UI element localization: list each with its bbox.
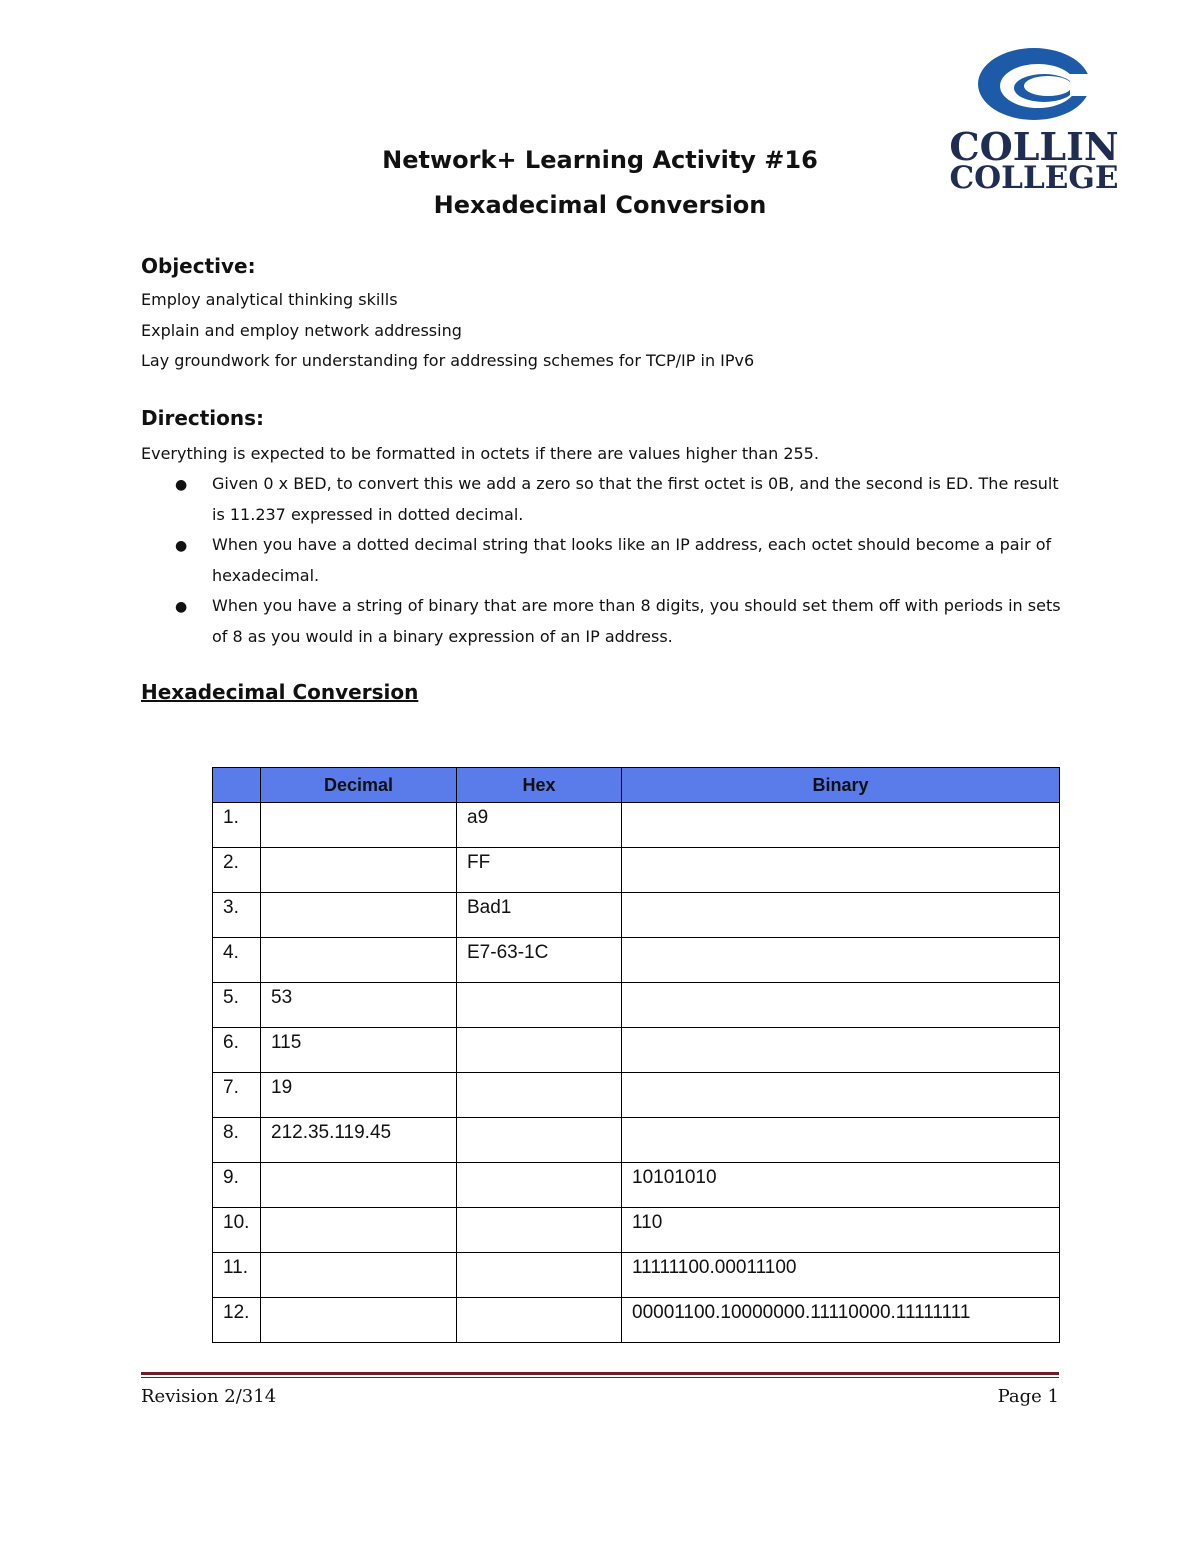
row-number: 7. [213,1073,261,1118]
table-row [213,1028,1060,1073]
hex-cell[interactable]: a9 [457,803,622,848]
hex-cell[interactable] [457,1118,622,1163]
bullet-icon: ● [175,477,188,493]
row-number: 3. [213,893,261,938]
table-row [213,893,1060,938]
decimal-cell[interactable]: 212.35.119.45 [261,1118,457,1163]
binary-cell[interactable] [622,1073,1060,1118]
footer-rule-thin [141,1377,1059,1378]
directions-intro: Everything is expected to be formatted in octets if there are values higher than 255. [141,444,819,463]
decimal-cell[interactable]: 53 [261,983,457,1028]
hex-cell[interactable]: Bad1 [457,893,622,938]
logo-text-college: COLLEGE [949,160,1119,196]
table-row [213,983,1060,1028]
decimal-cell[interactable] [261,1253,457,1298]
conversion-table [212,767,1060,1343]
objective-item: Employ analytical thinking skills [141,290,398,309]
header-number [213,768,261,803]
section-heading: Hexadecimal Conversion [141,680,419,704]
hex-cell[interactable]: FF [457,848,622,893]
logo-text-collin: COLLIN [949,124,1119,169]
decimal-cell[interactable] [261,1208,457,1253]
binary-cell[interactable] [622,1118,1060,1163]
table-row [213,848,1060,893]
binary-cell[interactable] [622,848,1060,893]
footer-rule [141,1372,1059,1375]
row-number: 10. [213,1208,261,1253]
header-decimal: Decimal [261,768,457,803]
directions-bullet: Given 0 x BED, to convert this we add a zero so that the first octet is 0B, and the second is ED. The result is 11.237 expressed in dotted decimal. [212,474,1059,524]
table-row [213,1118,1060,1163]
table-row [213,1253,1060,1298]
row-number: 6. [213,1028,261,1073]
binary-cell[interactable] [622,1028,1060,1073]
binary-cell[interactable]: 10101010 [622,1163,1060,1208]
page-title: Network+ Learning Activity #16 [382,146,818,174]
hex-cell[interactable] [457,1163,622,1208]
binary-cell[interactable]: 110 [622,1208,1060,1253]
hex-cell[interactable] [457,1028,622,1073]
table-row [213,803,1060,848]
objective-item: Explain and employ network addressing [141,321,462,340]
table-row [213,938,1060,983]
binary-cell[interactable] [622,938,1060,983]
hex-cell[interactable] [457,983,622,1028]
decimal-cell[interactable]: 115 [261,1028,457,1073]
swirl-logo-icon [974,44,1094,124]
hex-cell[interactable]: E7-63-1C [457,938,622,983]
directions-bullet: When you have a dotted decimal string that looks like an IP address, each octet should become a pair of hexadecimal. [212,535,1052,585]
binary-cell[interactable]: 00001100.10000000.11110000.11111111 [622,1298,1060,1343]
header-binary: Binary [622,768,1060,803]
decimal-cell[interactable] [261,848,457,893]
directions-heading: Directions: [141,406,265,430]
footer-page-number: Page 1 [997,1386,1059,1407]
page-subtitle: Hexadecimal Conversion [433,191,767,219]
header-hex: Hex [457,768,622,803]
binary-cell[interactable] [622,803,1060,848]
decimal-cell[interactable] [261,893,457,938]
footer-revision: Revision 2/314 [141,1386,277,1407]
table-row [213,1163,1060,1208]
table-header-row [213,768,1060,803]
bullet-icon: ● [175,538,188,554]
row-number: 1. [213,803,261,848]
row-number: 11. [213,1253,261,1298]
row-number: 2. [213,848,261,893]
table-row [213,1298,1060,1343]
row-number: 8. [213,1118,261,1163]
objective-item: Lay groundwork for understanding for addressing schemes for TCP/IP in IPv6 [141,351,755,370]
bullet-icon: ● [175,599,188,615]
row-number: 12. [213,1298,261,1343]
hex-cell[interactable] [457,1073,622,1118]
objective-heading: Objective: [141,254,256,278]
table-row [213,1208,1060,1253]
row-number: 9. [213,1163,261,1208]
hex-cell[interactable] [457,1298,622,1343]
binary-cell[interactable]: 11111100.00011100 [622,1253,1060,1298]
binary-cell[interactable] [622,893,1060,938]
hex-cell[interactable] [457,1208,622,1253]
decimal-cell[interactable] [261,1163,457,1208]
table-row [213,1073,1060,1118]
decimal-cell[interactable]: 19 [261,1073,457,1118]
decimal-cell[interactable] [261,803,457,848]
row-number: 4. [213,938,261,983]
decimal-cell[interactable] [261,938,457,983]
row-number: 5. [213,983,261,1028]
directions-bullet: When you have a string of binary that are more than 8 digits, you should set them off with periods in sets of 8 as you would in a binary expression of an IP address. [212,596,1061,646]
hex-cell[interactable] [457,1253,622,1298]
decimal-cell[interactable] [261,1298,457,1343]
binary-cell[interactable] [622,983,1060,1028]
